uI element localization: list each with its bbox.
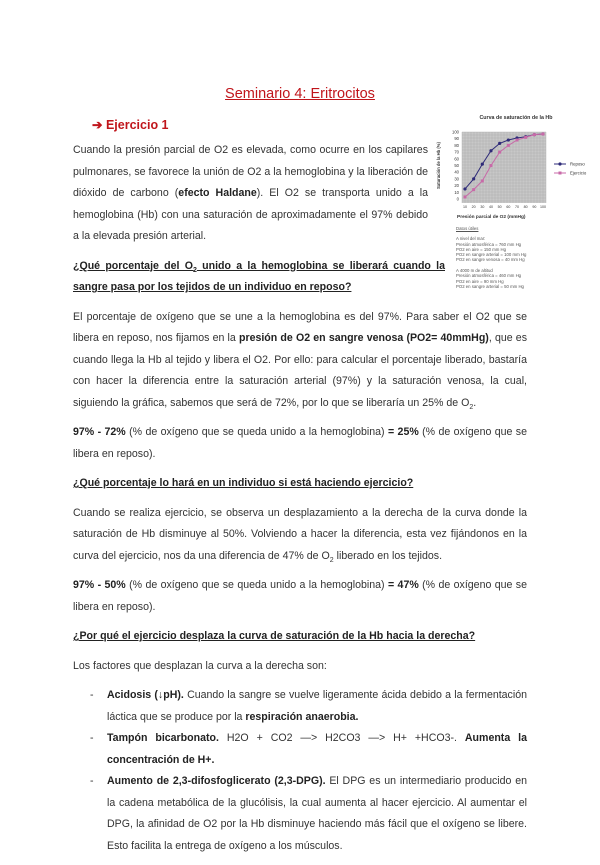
paragraph-intro: Cuando la presión parcial de O2 es elevada, como ocurre en los capilares pulmonares, se favorece la unión de O2 a la hemoglobina y la liberación de dióxido de carbono (efecto Haldane). El O2 se transporta unido a la hemoglobina (Hb) con una saturación de aproximadamente el 97% debido a la elevada presión arterial.: [73, 144, 428, 242]
x-tick-label: 30: [480, 205, 485, 209]
useful-data-line: PO2 en aire = 150 mm Hg: [456, 246, 507, 252]
page-title: Seminario 4: Eritrocitos: [225, 86, 375, 102]
factors-list: [73, 685, 527, 857]
question-1: ¿Qué porcentaje del $O_2$ unido a la hemoglobina se liberará cuando la sangre pasa por los tejidos de un individuo en reposo?: [73, 259, 445, 293]
question-3: ¿Por qué el ejercicio desplaza la curva de saturación de la Hb hacia la derecha?: [73, 630, 476, 642]
useful-data-line: A nivel del mar:: [456, 236, 486, 242]
y-tick-label: 50: [454, 163, 459, 168]
legend-label: Ejercicio: [570, 170, 587, 176]
useful-data-heading: Datos útiles: [456, 226, 479, 231]
y-tick-label: 100: [452, 129, 459, 135]
y-tick-label: 90: [454, 136, 459, 142]
useful-data-line: PO2 en sangre arterial = 100 mm Hg: [456, 252, 527, 258]
y-tick-label: 60: [454, 156, 459, 162]
x-tick-label: 50: [497, 205, 502, 209]
paragraph-rest-calc: 97% - 72% (% de oxígeno que se queda unido a la hemoglobina) = 25% (% de oxígeno que se libera en reposo).: [73, 426, 527, 460]
x-tick-label: 10: [463, 205, 467, 209]
y-tick-label: 20: [454, 183, 459, 189]
document-body: [73, 84, 527, 865]
paragraph-rest: El porcentaje de oxígeno que se une a la hemoglobina es del 97%. Para saber el O2 que se libera en reposo, nos fijamos en la presión de O2 en sangre venosa (PO2= 40mmHg), que es cuando llega la Hb al tejido y libera el O2. Por ello: para calcular el porcentaje liberado, bastaría con hacer la diferencia entre la saturación arterial (97%) y la saturación venosa, la cual, siguiendo la gráfica, sabemos que será de 72%, por lo que se liberaría un 25% de $O_2$.: [73, 310, 528, 411]
question-2: ¿Qué porcentaje lo hará en un individuo si está haciendo ejercicio?: [73, 477, 414, 489]
y-axis-label: Saturación de la Hb (%): [436, 142, 441, 189]
y-tick-label: 30: [454, 176, 459, 182]
useful-data-line: Presión atmosférica = 760 mm Hg: [456, 241, 522, 247]
x-axis-label: Presión parcial de O2 (mmHg): [457, 215, 526, 220]
useful-data-line: A 4000 m de altitud: [456, 268, 493, 274]
factor-item: - Tampón bicarbonato. H2O + CO2 —> H2CO3 —> H+ +HCO3-. Aumenta la concentración de H+.: [73, 728, 527, 771]
factor-item: - Acidosis (↓pH). Cuando la sangre se vuelve ligeramente ácida debido a la fermentación láctica que se produce por la respiración anaerobia.: [73, 685, 527, 728]
x-tick-label: 40: [489, 205, 493, 209]
y-tick-label: 10: [454, 189, 459, 195]
paragraph-factors: Los factores que desplazan la curva a la derecha son:: [73, 659, 327, 672]
legend-label: Reposo: [570, 161, 585, 167]
y-tick-label: 40: [454, 169, 459, 175]
legend-marker: [559, 172, 562, 175]
useful-data-line: Presión atmosférica = 460 mm Hg: [456, 273, 522, 279]
y-tick-label: 70: [454, 149, 459, 155]
y-tick-label: 80: [454, 142, 459, 148]
y-tick-label: 0: [456, 196, 459, 202]
x-tick-label: 80: [523, 205, 528, 209]
x-tick-label: 90: [532, 205, 537, 209]
x-tick-label: 100: [540, 205, 546, 209]
x-tick-label: 70: [515, 205, 519, 209]
legend-marker: [558, 162, 561, 165]
chart-title: Curva de saturación de la Hb: [479, 115, 553, 121]
arrow-icon: ➔: [92, 118, 103, 132]
useful-data-line: PO2 en aire = 90 mm Hg: [456, 278, 504, 284]
factor-item: - Aumento de 2,3-difosfoglicerato (2,3-DPG). El DPG es un intermediario producido en la cadena metabólica de la glucólisis, la cual aumenta al hacer ejercicio. Al aumentar el DPG, la afinidad de O2 por la Hb disminuye haciendo más fácil que el oxígeno se libere. Esto facilita la entrega de oxígeno a los músculos.: [73, 771, 527, 857]
data-point: [533, 133, 536, 136]
x-tick-label: 60: [506, 205, 511, 209]
paragraph-exercise: Cuando se realiza ejercicio, se observa un desplazamiento a la derecha de la curva donde la saturación de Hb disminuye al 50%. Volviendo a hacer la diferencia, esta vez fijándonos en la curva del ejercicio, nos da una diferencia de 47% de $O_2$ liberado en los tejidos.: [73, 506, 527, 564]
paragraph-exercise-calc: 97% - 50% (% de oxígeno que se queda unido a la hemoglobina) = 47% (% de oxígeno que se libera en reposo).: [73, 579, 527, 613]
useful-data-line: PO2 en sangre venosa = 40 mm Hg: [456, 257, 525, 263]
x-tick-label: 20: [471, 205, 476, 209]
data-point: [542, 133, 545, 136]
exercise-label: Ejercicio 1: [105, 118, 169, 132]
exercise-heading: [92, 116, 527, 134]
useful-data-line: PO2 en sangre arterial = 50 mm Hg: [456, 283, 524, 289]
